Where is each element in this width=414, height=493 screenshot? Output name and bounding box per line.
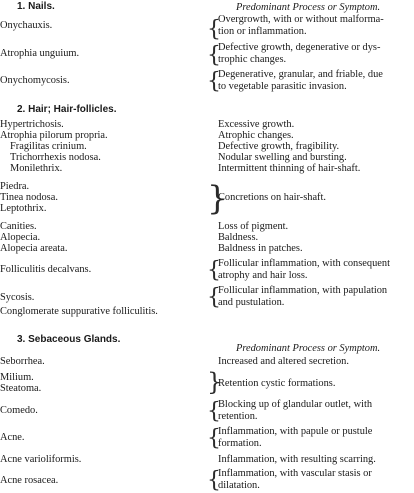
disease-name: Fragilitas crinium. <box>10 141 87 152</box>
disease-name: Monilethrix. <box>10 163 63 174</box>
process-description: Atrophic changes. <box>218 130 294 141</box>
disease-name: Onychauxis. <box>0 20 53 31</box>
disease-name: Atrophia unguium. <box>0 48 80 59</box>
disease-name: Leptothrix. <box>0 203 47 214</box>
section-heading-hair: 2. Hair; Hair-follicles. <box>17 104 117 115</box>
disease-name: Sycosis. <box>0 292 35 303</box>
process-description: Overgrowth, with or without malforma- tion or inflammation. <box>218 14 384 37</box>
disease-name: Piedra. <box>0 181 30 192</box>
disease-name: Alopecia areata. <box>0 243 68 254</box>
process-description: Intermittent thinning of hair-shaft. <box>218 163 361 174</box>
disease-name: Atrophia pilorum propria. <box>0 130 108 141</box>
section-heading-nails: 1. Nails. <box>17 1 55 12</box>
process-description: Excessive growth. <box>218 119 295 130</box>
disease-name: Acne rosacea. <box>0 475 59 486</box>
section-heading-sebaceous: 3. Sebaceous Glands. <box>17 334 121 345</box>
process-description: Inflammation, with resulting scarring. <box>218 454 376 465</box>
process-description: Defective growth, fragibility. <box>218 141 340 152</box>
process-description: Nodular swelling and bursting. <box>218 152 347 163</box>
disease-name: Canities. <box>0 221 37 232</box>
process-description: Blocking up of glandular outlet, with retention. <box>218 399 373 422</box>
process-description: Follicular inflammation, with consequent atrophy and hair loss. <box>218 258 390 281</box>
disease-name: Steatoma. <box>0 383 42 394</box>
disease-name: Acne. <box>0 432 25 443</box>
process-description: Baldness. <box>218 232 259 243</box>
brace-icon: { <box>207 468 221 493</box>
disease-name: Seborrhea. <box>0 356 45 367</box>
brace-icon: { <box>207 43 221 68</box>
process-description: Retention cystic formations. <box>218 378 336 389</box>
disease-name: Tinea nodosa. <box>0 192 58 203</box>
column-header: Predominant Process or Symptom. <box>236 343 381 354</box>
process-description: Increased and altered secretion. <box>218 356 349 367</box>
disease-name: Onychomycosis. <box>0 75 70 86</box>
brace-icon: { <box>207 69 221 94</box>
brace-icon: { <box>207 399 221 424</box>
disease-name: Trichorrhexis nodosa. <box>10 152 101 163</box>
process-description: Inflammation, with vascular stasis or dilatation. <box>218 468 372 491</box>
disease-name: Folliculitis decalvans. <box>0 264 92 275</box>
disease-name: Comedo. <box>0 405 38 416</box>
brace-icon: { <box>207 17 221 42</box>
brace-icon: { <box>207 285 221 310</box>
disease-name: Milium. <box>0 372 34 383</box>
brace-icon: { <box>207 426 221 451</box>
process-description: Defective growth, degenerative or dys- trophic changes. <box>218 42 381 65</box>
brace-icon: { <box>207 258 221 283</box>
process-description: Concretions on hair-shaft. <box>218 192 327 203</box>
process-description: Degenerative, granular, and friable, due to vegetable parasitic invasion. <box>218 69 383 92</box>
process-description: Baldness in patches. <box>218 243 303 254</box>
disease-name: Conglomerate suppurative folliculitis. <box>0 306 158 317</box>
column-header: Predominant Process or Symptom. <box>236 2 381 13</box>
disease-name: Acne varioliformis. <box>0 454 82 465</box>
disease-name: Alopecia. <box>0 232 41 243</box>
brace-icon: } <box>207 368 223 396</box>
process-description: Loss of pigment. <box>218 221 289 232</box>
process-description: Follicular inflammation, with papulation and pustulation. <box>218 285 388 308</box>
disease-name: Hypertrichosis. <box>0 119 64 130</box>
process-description: Inflammation, with papule or pustule formation. <box>218 426 373 449</box>
brace-icon: } <box>207 178 228 217</box>
